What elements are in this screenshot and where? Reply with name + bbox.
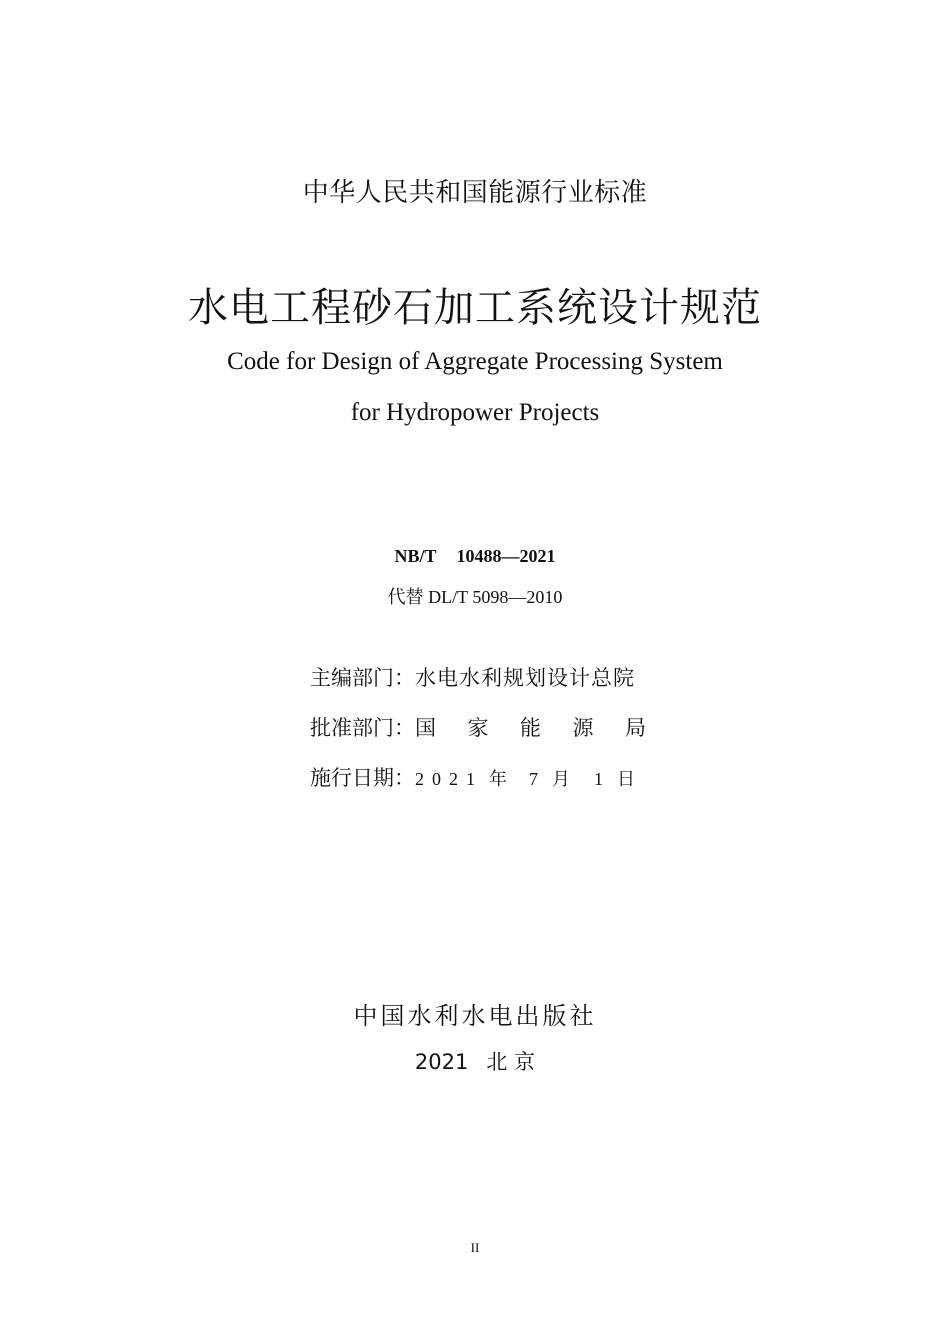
english-title-line-2: for Hydropower Projects [350,399,600,426]
approver-label: 批准部门： [310,716,415,740]
approver-char: 局 [625,716,646,740]
approver-char: 家 [467,716,489,740]
effective-date-row [310,762,650,792]
date-year: 2021 [415,769,483,789]
date-day: 1 [594,769,603,789]
approver-char: 源 [572,716,594,740]
replaces-note: 代替 DL/T 5098—2010 [387,587,563,607]
publication-place [0,1046,950,1076]
date-year-unit: 年 [489,769,507,789]
standard-category: 中华人民共和国能源行业标准 [302,178,648,208]
page-number: II [470,1240,480,1255]
publisher: 中国水利水电出版社 [353,1002,597,1030]
publication-year: 2021 [414,1050,469,1074]
date-value [415,765,650,791]
editor-label: 主编部门： [310,666,415,690]
editor-value: 水电水利规划设计总院 [415,666,635,690]
date-month: 7 [529,769,538,789]
editor-row [310,662,650,692]
approver-row [310,712,650,742]
date-day-unit: 日 [617,769,635,789]
publication-city: 北 京 [486,1050,536,1074]
standard-code: NB/T [394,546,437,566]
approver-value [415,712,650,742]
standard-no: 10488—2021 [456,546,556,566]
chinese-title: 水电工程砂石加工系统设计规范 [188,285,762,331]
date-month-unit: 月 [552,769,570,789]
date-label: 施行日期： [310,766,415,790]
approver-char: 能 [520,716,541,740]
english-title-line-1: Code for Design of Aggregate Processing System [227,348,723,375]
approver-char: 国 [415,716,436,740]
standard-number [0,546,950,567]
